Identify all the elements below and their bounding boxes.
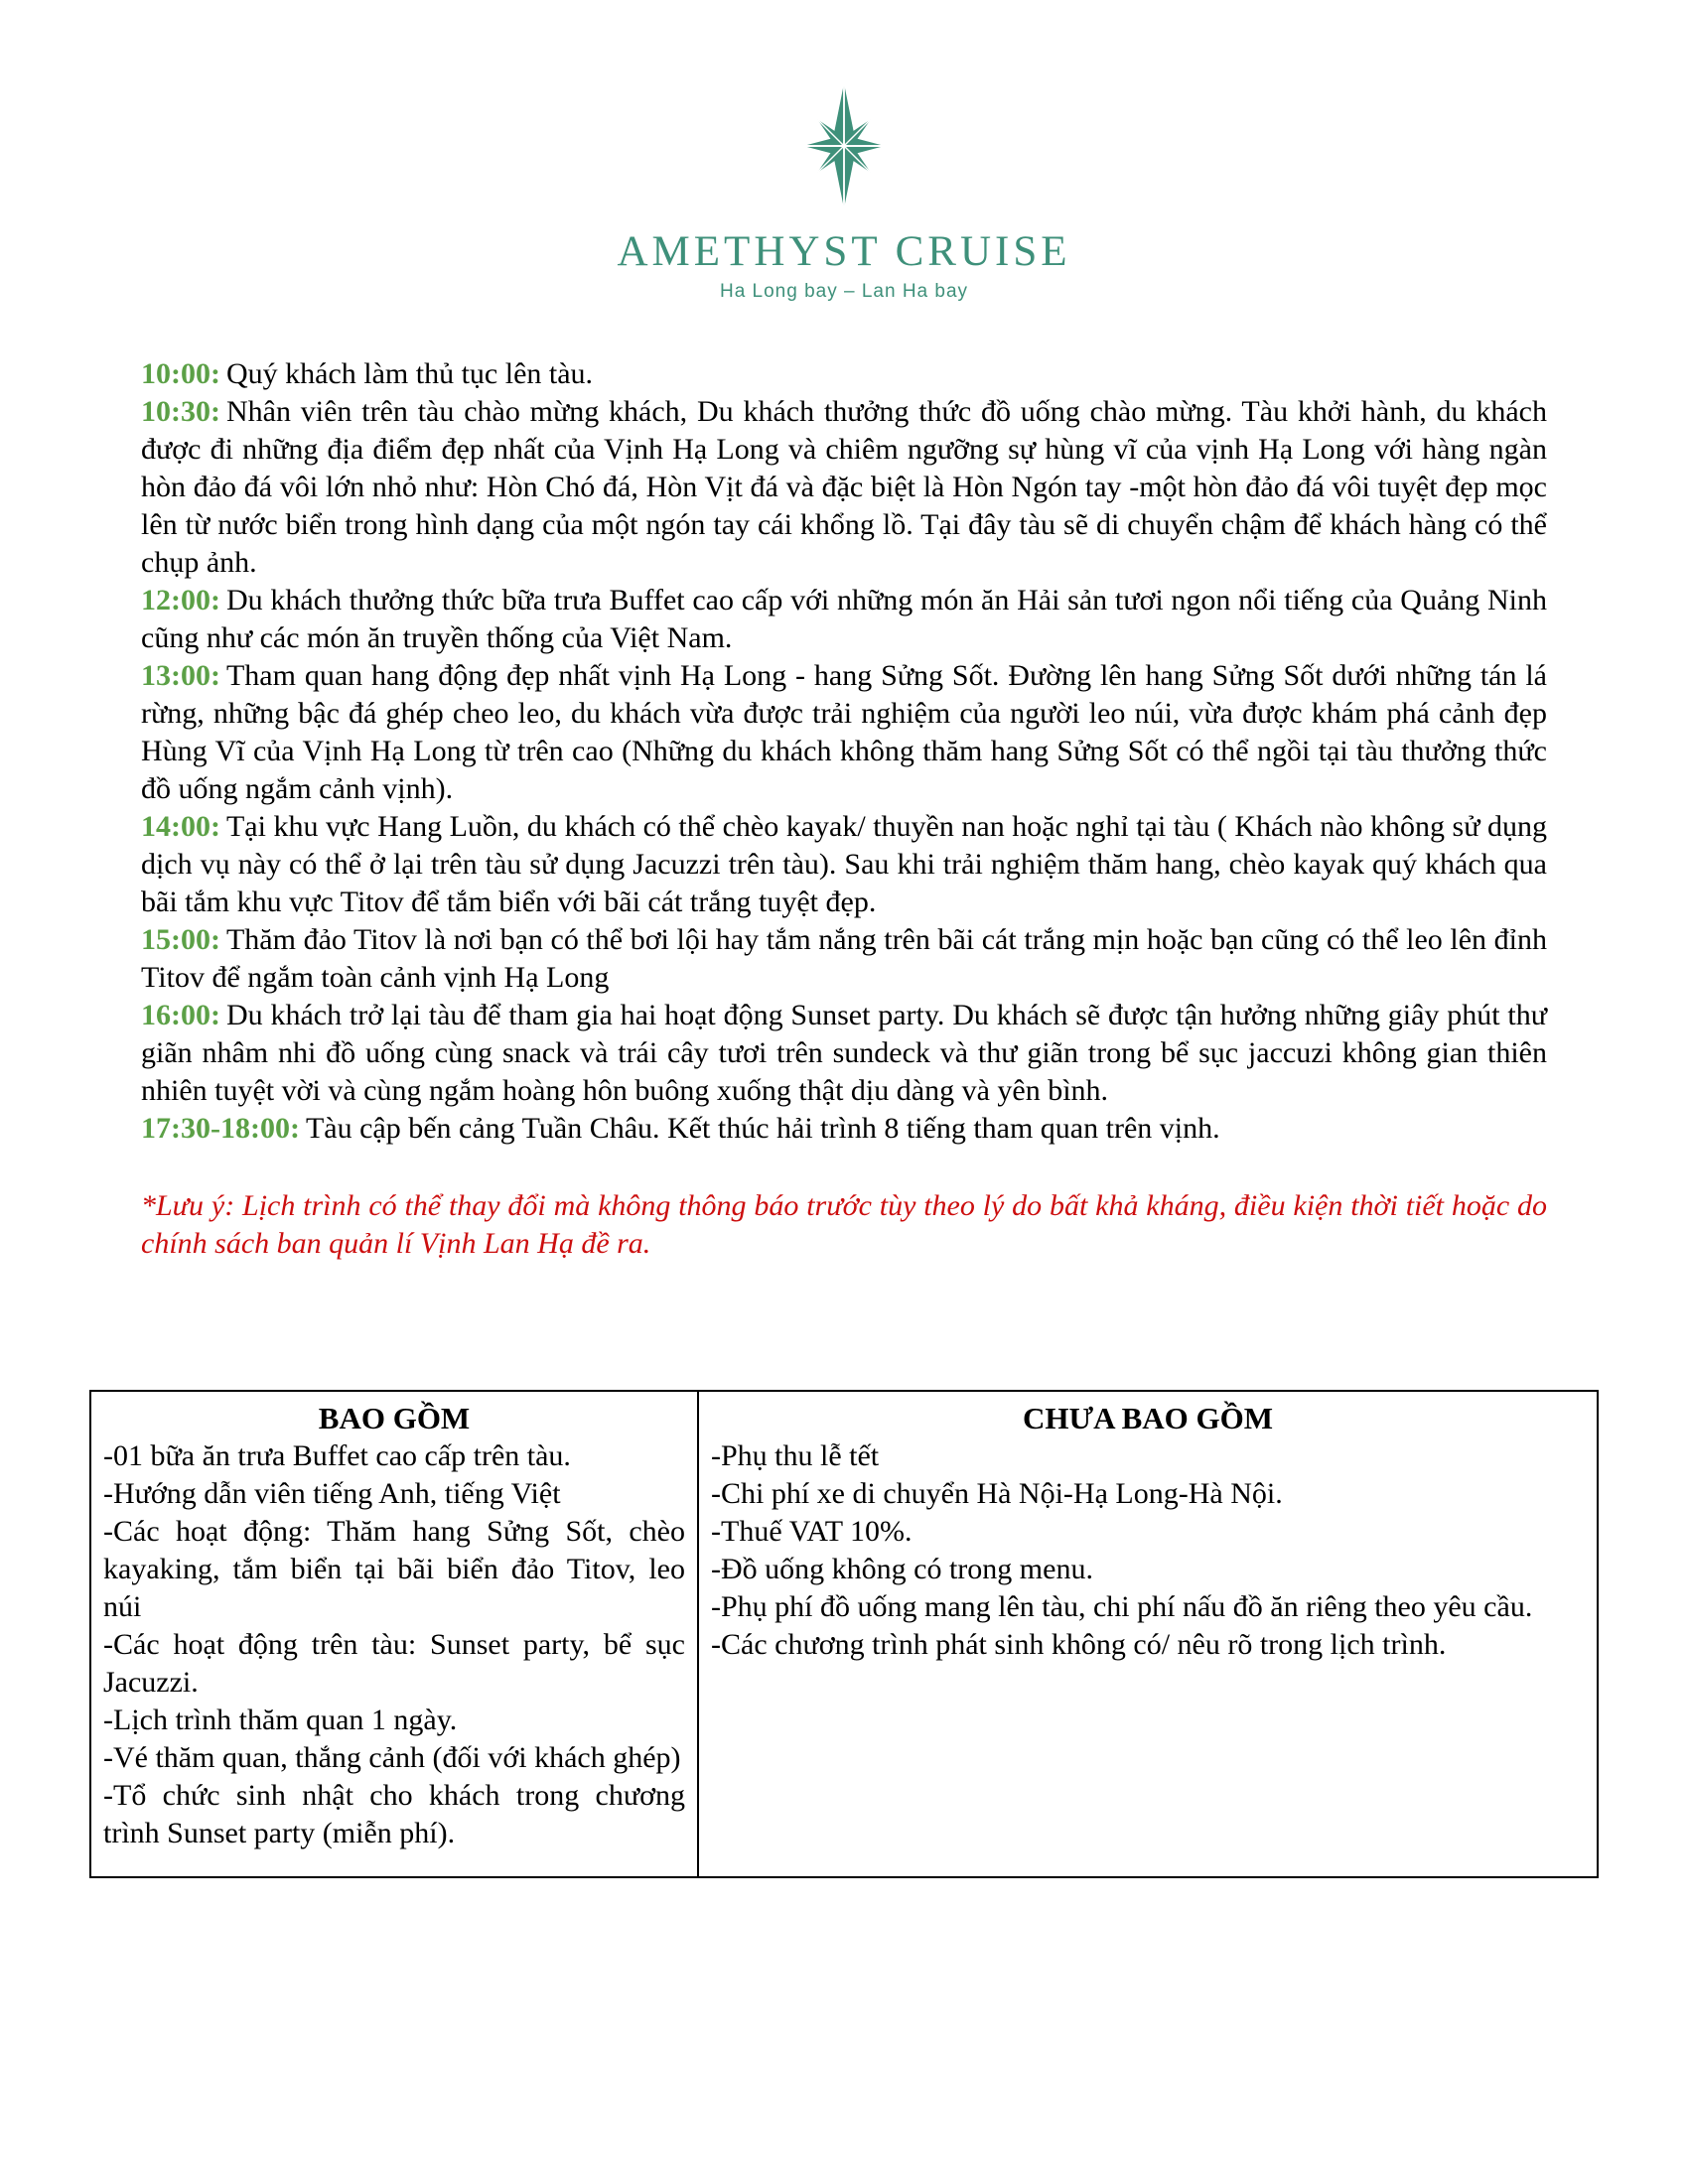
brand-name: AMETHYST CRUISE — [617, 228, 1071, 275]
schedule-time: 12:00: — [141, 584, 220, 616]
disclaimer-note: *Lưu ý: Lịch trình có thể thay đổi mà không thông báo trước tùy theo lý do bất khả kháng, điều kiện thời tiết hoặc do chính sách ban quản lí Vịnh Lan Hạ đề ra. — [141, 1189, 1547, 1260]
schedule-text: Quý khách làm thủ tục lên tàu. — [225, 357, 594, 390]
schedule-text: Du khách trở lại tàu để tham gia hai hoạt động Sunset party. Du khách sẽ được tận hưởng những giây phút thư giãn nhâm nhi đồ uống cùng snack và trái cây tươi trên sundeck và thư giãn trong bể sục jaccuzi không gian thiên nhiên tuyệt vời và cùng ngắm hoàng hôn buông xuống thật dịu dàng và yên bình. — [141, 999, 1547, 1107]
included-column — [91, 1392, 697, 1876]
schedule-entry — [141, 582, 1547, 657]
excluded-item: -Chi phí xe di chuyển Hà Nội-Hạ Long-Hà Nội. — [711, 1477, 1283, 1510]
schedule-text: Tham quan hang động đẹp nhất vịnh Hạ Long - hang Sửng Sốt. Đường lên hang Sửng Sốt dưới những tán lá rừng, những bậc đá ghép cheo leo, du khách vừa được trải nghiệm của người leo núi, vừa được khám phá cảnh đẹp Hùng Vĩ của Vịnh Hạ Long từ trên cao (Những du khách không thăm hang Sửng Sốt có thể ngồi tại tàu thưởng thức đồ uống ngắm cảnh vịnh). — [141, 659, 1547, 805]
schedule-time: 10:30: — [141, 395, 220, 428]
excluded-item: -Phụ thu lễ tết — [711, 1439, 880, 1472]
included-item: -Các hoạt động trên tàu: Sunset party, bể sục Jacuzzi. — [103, 1628, 685, 1699]
schedule-text: Thăm đảo Titov là nơi bạn có thể bơi lội hay tắm nắng trên bãi cát trắng mịn hoặc bạn cũng có thể leo lên đỉnh Titov để ngắm toàn cảnh vịnh Hạ Long — [141, 923, 1547, 994]
brand-header — [0, 79, 1688, 303]
excluded-header: CHƯA BAO GỒM — [1022, 1401, 1273, 1435]
excluded-column — [697, 1392, 1597, 1876]
schedule-time: 14:00: — [141, 810, 220, 843]
schedule-text: Nhân viên trên tàu chào mừng khách, Du khách thưởng thức đồ uống chào mừng. Tàu khởi hành, du khách được đi những địa điểm đẹp nhất của Vịnh Hạ Long và chiêm ngưỡng sự hùng vĩ của vịnh Hạ Long với hàng ngàn hòn đảo đá vôi lớn nhỏ như: Hòn Chó đá, Hòn Vịt đá và đặc biệt là Hòn Ngón tay -một hòn đảo đá vôi tuyệt đẹp mọc lên từ nước biển trong hình dạng của một ngón tay cái khổng lồ. Tại đây tàu sẽ di chuyển chậm để khách hàng có thể chụp ảnh. — [141, 395, 1547, 579]
schedule-time: 10:00: — [141, 357, 220, 390]
included-item: -Hướng dẫn viên tiếng Anh, tiếng Việt — [103, 1477, 561, 1510]
itinerary-section — [141, 355, 1547, 1263]
schedule-entry — [141, 808, 1547, 921]
schedule-entry — [141, 921, 1547, 997]
included-item: -01 bữa ăn trưa Buffet cao cấp trên tàu. — [103, 1439, 571, 1472]
included-item: -Vé thăm quan, thắng cảnh (đối với khách ghép) — [103, 1741, 681, 1774]
schedule-text: Du khách thưởng thức bữa trưa Buffet cao cấp với những món ăn Hải sản tươi ngon nổi tiếng của Quảng Ninh cũng như các món ăn truyền thống của Việt Nam. — [141, 584, 1547, 654]
included-item: -Tổ chức sinh nhật cho khách trong chương trình Sunset party (miễn phí). — [103, 1779, 685, 1849]
schedule-entry — [141, 355, 1547, 393]
schedule-time: 15:00: — [141, 923, 220, 956]
compass-rose-icon — [791, 79, 897, 212]
included-header: BAO GỒM — [318, 1401, 471, 1435]
schedule-text: Tàu cập bến cảng Tuần Châu. Kết thúc hải trình 8 tiếng tham quan trên vịnh. — [305, 1112, 1220, 1145]
inclusions-table — [89, 1390, 1599, 1878]
schedule-entry — [141, 1110, 1547, 1148]
schedule-entry — [141, 657, 1547, 808]
schedule-entry — [141, 997, 1547, 1110]
schedule-time: 13:00: — [141, 659, 220, 692]
excluded-item: -Thuế VAT 10%. — [711, 1515, 913, 1548]
schedule-time: 17:30-18:00: — [141, 1112, 300, 1145]
schedule-text: Tại khu vực Hang Luồn, du khách có thể chèo kayak/ thuyền nan hoặc nghỉ tại tàu ( Khách nào không sử dụng dịch vụ này có thể ở lại trên tàu sử dụng Jacuzzi trên tàu). Sau khi trải nghiệm thăm hang, chèo kayak quý khách qua bãi tắm khu vực Titov để tắm biển với bãi cát trắng tuyệt đẹp. — [141, 810, 1547, 918]
excluded-item: -Đồ uống không có trong menu. — [711, 1553, 1093, 1585]
included-item: -Lịch trình thăm quan 1 ngày. — [103, 1704, 458, 1736]
schedule-entry — [141, 393, 1547, 582]
included-item: -Các hoạt động: Thăm hang Sửng Sốt, chèo kayaking, tắm biển tại bãi biển đảo Titov, leo núi — [103, 1515, 685, 1623]
excluded-item: -Phụ phí đồ uống mang lên tàu, chi phí nấu đồ ăn riêng theo yêu cầu. — [711, 1590, 1533, 1623]
excluded-item: -Các chương trình phát sinh không có/ nêu rõ trong lịch trình. — [711, 1628, 1447, 1661]
schedule-time: 16:00: — [141, 999, 220, 1031]
brand-tagline: Ha Long bay – Lan Ha bay — [719, 281, 969, 302]
